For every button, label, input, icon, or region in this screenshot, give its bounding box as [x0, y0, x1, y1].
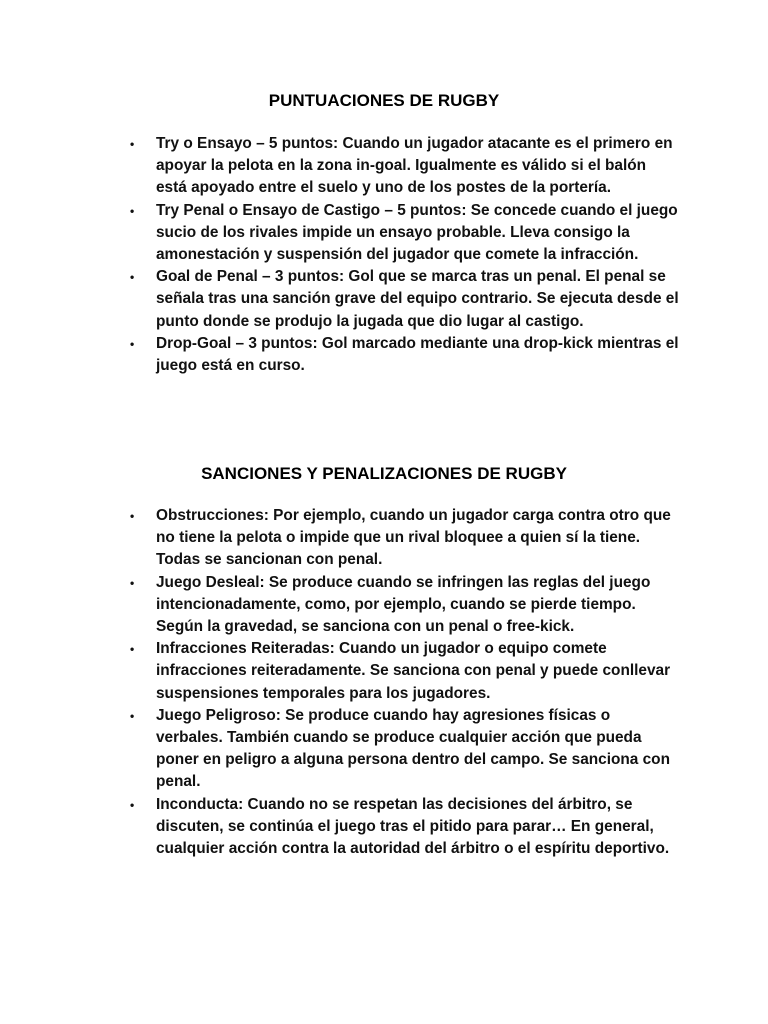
section-heading-scoring: PUNTUACIONES DE RUGBY	[268, 91, 500, 110]
bullet-icon: •	[130, 708, 135, 723]
bullet-icon: •	[130, 642, 135, 657]
bullet-icon: •	[130, 575, 135, 590]
penalties-list	[0, 505, 768, 860]
section-heading-penalties: SANCIONES Y PENALIZACIONES DE RUGBY	[201, 464, 567, 483]
bullet-icon: •	[130, 797, 135, 812]
list-item-text: Juego Peligroso: Se produce cuando hay agresiones físicas o verbales. También cuando se produce cualquier acción que pueda poner en peligro a alguna persona dentro del campo. Se sanciona con penal.	[156, 706, 670, 791]
list-item	[0, 266, 768, 333]
scoring-list	[0, 133, 768, 377]
list-item-text: Drop-Goal – 3 puntos: Gol marcado mediante una drop-kick mientras el juego está en curso.	[156, 334, 679, 375]
list-item-text: Obstrucciones: Por ejemplo, cuando un jugador carga contra otro que no tiene la pelota o impide que un rival bloquee a quien sí la tiene. Todas se sancionan con penal.	[156, 507, 671, 569]
list-item-text: Try Penal o Ensayo de Castigo – 5 puntos: Se concede cuando el juego sucio de los rivales impide un ensayo probable. Lleva consigo la amonestación y suspensión del jugador que comete la infracción.	[156, 201, 678, 264]
list-item	[0, 572, 768, 639]
bullet-icon: •	[130, 336, 135, 351]
list-item-text: Inconducta: Cuando no se respetan las decisiones del árbitro, se discuten, se continúa el juego tras el pitido para parar… En general, cualquier acción contra la autoridad del árbitro o el espíritu deportivo.	[156, 795, 670, 858]
list-item-text: Infracciones Reiteradas: Cuando un jugador o equipo comete infracciones reiteradamente. Se sanciona con penal y puede conllevar suspensiones temporales para los jugadores.	[156, 640, 671, 702]
list-item	[0, 133, 768, 200]
list-item	[0, 505, 768, 572]
list-item	[0, 705, 768, 794]
list-item	[0, 638, 768, 705]
list-item	[0, 794, 768, 861]
list-item-text: Juego Desleal: Se produce cuando se infringen las reglas del juego intencionadamente, como, por ejemplo, cuando se pierde tiempo. Según la gravedad, se sanciona con un penal o free-kick.	[156, 573, 651, 636]
bullet-icon: •	[130, 137, 135, 151]
list-item	[0, 333, 768, 377]
list-item-text: Goal de Penal – 3 puntos: Gol que se marca tras un penal. El penal se señala tras una sanción grave del equipo contrario. Se ejecuta desde el punto donde se produjo la jugada que dio lugar al castigo.	[156, 268, 679, 330]
bullet-icon: •	[130, 270, 135, 285]
bullet-icon: •	[130, 203, 135, 218]
list-item-text: Try o Ensayo – 5 puntos: Cuando un jugador atacante es el primero en apoyar la pelota en la zona in-goal. Igualmente es válido si el balón está apoyado entre el suelo y uno de los postes de la portería.	[156, 135, 673, 197]
bullet-icon: •	[130, 509, 135, 523]
list-item	[0, 200, 768, 267]
